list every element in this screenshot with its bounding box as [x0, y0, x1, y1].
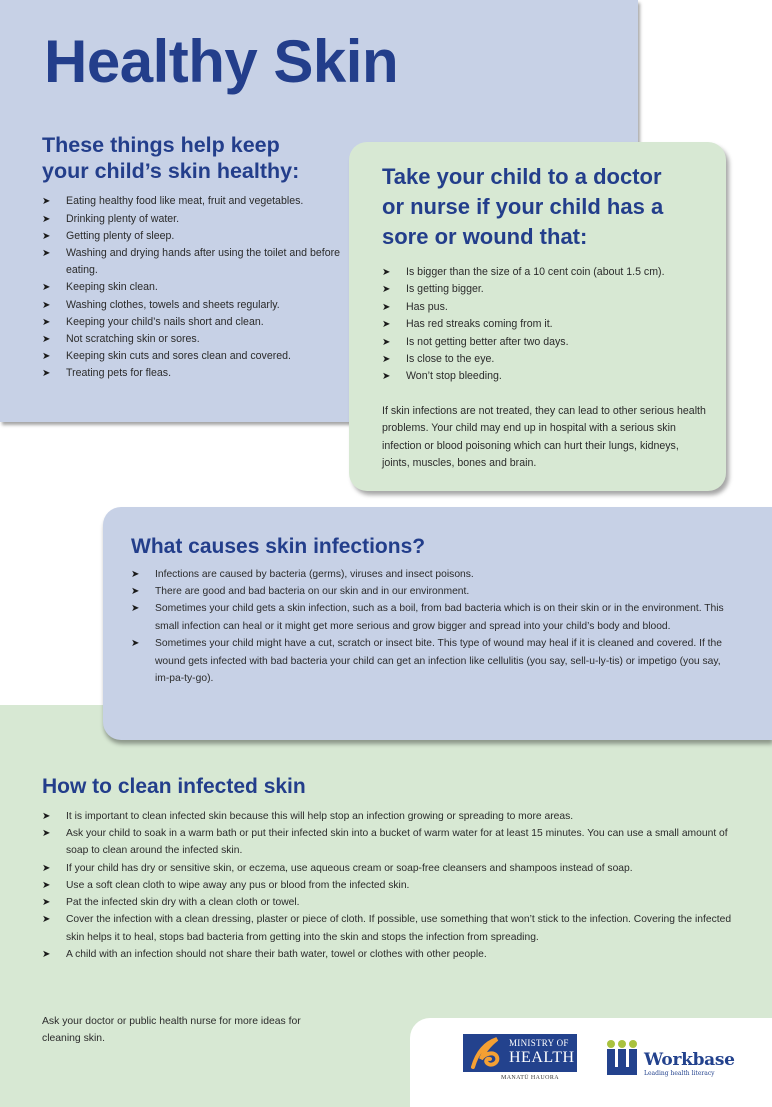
- arrowhead-bullet-icon: ➤: [42, 213, 51, 225]
- list-item: [42, 211, 342, 228]
- list-item-text: Eating healthy food like meat, fruit and vegetables.: [66, 195, 304, 208]
- arrowhead-bullet-icon: ➤: [42, 282, 51, 294]
- list-item-text: Not scratching skin or sores.: [66, 333, 200, 346]
- list-item-text: A child with an infection should not share their bath water, towel or clothes with other people.: [66, 948, 487, 960]
- list-item: [382, 368, 706, 385]
- heading-line: These things help keep: [42, 133, 280, 157]
- list-item: [131, 583, 732, 600]
- arrowhead-bullet-icon: ➤: [42, 810, 51, 822]
- list-item: [42, 279, 342, 296]
- list-item-text: Keeping your child’s nails short and clean.: [66, 315, 264, 328]
- list-item-text: Sometimes your child might have a cut, scratch or insect bite. This type of wound may heal if it is cleaned and covered. If the wound gets infected with bad bacteria your child can get an infection like cellulitis (you say, sell-u-ly-tis) or impetigo (you say, im-pa-ty-go).: [155, 638, 722, 685]
- heading-line: sore or wound that:: [382, 224, 588, 249]
- arrowhead-bullet-icon: ➤: [131, 586, 140, 598]
- causes-list: [131, 566, 732, 688]
- list-item-text: Keeping skin cuts and sores clean and covered.: [66, 350, 291, 363]
- arrowhead-bullet-icon: ➤: [42, 230, 51, 242]
- list-item: [42, 314, 342, 331]
- arrowhead-bullet-icon: ➤: [382, 284, 391, 296]
- list-item-text: Drinking plenty of water.: [66, 212, 180, 225]
- list-item-text: Is close to the eye.: [406, 353, 495, 366]
- arrowhead-bullet-icon: ➤: [382, 336, 391, 348]
- list-item: [42, 877, 742, 894]
- list-item: [42, 228, 342, 245]
- arrowhead-bullet-icon: ➤: [382, 319, 391, 331]
- list-item: [42, 911, 742, 946]
- list-item: [382, 316, 706, 333]
- list-item-text: Washing clothes, towels and sheets regularly.: [66, 298, 280, 311]
- list-item: [382, 264, 706, 281]
- list-item-text: Pat the infected skin dry with a clean cloth or towel.: [66, 897, 300, 909]
- list-item-text: Keeping skin clean.: [66, 281, 158, 294]
- list-item: [382, 281, 706, 298]
- arrowhead-bullet-icon: ➤: [42, 196, 51, 208]
- arrowhead-bullet-icon: ➤: [42, 879, 51, 891]
- arrowhead-bullet-icon: ➤: [42, 862, 51, 874]
- arrowhead-bullet-icon: ➤: [382, 354, 391, 366]
- arrowhead-bullet-icon: ➤: [42, 334, 51, 346]
- list-item-text: Washing and drying hands after using the toilet and before eating.: [66, 247, 341, 277]
- arrowhead-bullet-icon: ➤: [42, 368, 51, 380]
- list-item: [42, 825, 742, 860]
- ministry-of-health-logo: [463, 1034, 577, 1081]
- clean-heading: How to clean infected skin: [42, 775, 306, 798]
- list-item: [42, 365, 342, 382]
- list-item: [131, 600, 732, 635]
- list-item-text: Is getting bigger.: [406, 283, 484, 296]
- arrowhead-bullet-icon: ➤: [42, 299, 51, 311]
- list-item: [42, 894, 742, 911]
- arrowhead-bullet-icon: ➤: [42, 914, 51, 926]
- list-item: [382, 334, 706, 351]
- list-item: [42, 860, 742, 877]
- list-item-text: Treating pets for fleas.: [66, 367, 172, 380]
- footer-note: Ask your doctor or public health nurse for more ideas for cleaning skin.: [42, 1016, 301, 1044]
- moh-logo-box: [463, 1034, 577, 1072]
- list-item: [42, 348, 342, 365]
- list-item-text: Ask your child to soak in a warm bath or put their infected skin into a bucket of warm water for at least 15 minutes. You can use a small amount of soap to clean around the infected skin.: [66, 827, 728, 857]
- list-item-text: Won’t stop bleeding.: [406, 370, 502, 383]
- list-item: [42, 808, 742, 825]
- list-item-text: Use a soft clean cloth to wipe away any pus or blood from the infected skin.: [66, 879, 410, 891]
- list-item: [131, 566, 732, 583]
- moh-subtitle: MANATŪ HAUORA: [500, 1075, 560, 1081]
- arrowhead-bullet-icon: ➤: [42, 248, 51, 260]
- list-item: [382, 299, 706, 316]
- clean-list: [42, 808, 742, 964]
- moh-line1: MINISTRY OF: [509, 1038, 569, 1048]
- arrowhead-bullet-icon: ➤: [131, 638, 140, 650]
- heading-line: or nurse if your child has a: [382, 194, 664, 219]
- list-item-text: Getting plenty of sleep.: [66, 229, 175, 242]
- list-item-text: Cover the infection with a clean dressing, plaster or piece of cloth. If possible, use something that won’t stick to the infection. Covering the infected skin helps it to heal, stops bad bacteria from getting into the skin and stops the infection from spreading.: [66, 914, 732, 943]
- list-item-text: Sometimes your child gets a skin infection, such as a boil, from bad bacteria which is on their skin or in the environment. This small infection can heal or it might get more serious and grow bigger and spread into your child’s body and blood.: [155, 603, 724, 632]
- see-doctor-panel: [349, 142, 726, 491]
- see-doctor-paragraph: If skin infections are not treated, they can lead to other serious health problems. Your child may end up in hospital with a serious skin infection or blood poisoning which can hurt their lungs, kidneys, joints, muscles, bones and brain.: [382, 404, 706, 470]
- list-item: [382, 351, 706, 368]
- clean-section: [42, 774, 742, 963]
- list-item: [42, 331, 342, 348]
- keep-healthy-heading: [42, 132, 342, 184]
- list-item: [131, 635, 732, 687]
- keep-healthy-section: [42, 132, 342, 383]
- see-doctor-list: [382, 264, 706, 386]
- list-item: [42, 193, 342, 210]
- arrowhead-bullet-icon: ➤: [131, 603, 140, 615]
- arrowhead-bullet-icon: ➤: [382, 267, 391, 278]
- list-item-text: Has pus.: [406, 300, 448, 313]
- keep-healthy-list: [42, 193, 342, 382]
- workbase-name: Workbase: [644, 1050, 735, 1070]
- arrowhead-bullet-icon: ➤: [42, 897, 51, 909]
- causes-panel: [103, 507, 772, 740]
- arrowhead-bullet-icon: ➤: [42, 827, 51, 839]
- list-item-text: Infections are caused by bacteria (germs), viruses and insect poisons.: [155, 568, 474, 580]
- list-item: [42, 245, 342, 279]
- arrowhead-bullet-icon: ➤: [42, 948, 51, 960]
- arrowhead-bullet-icon: ➤: [382, 371, 391, 383]
- list-item: [42, 297, 342, 314]
- list-item-text: There are good and bad bacteria on our skin and in our environment.: [155, 586, 470, 598]
- list-item: [42, 946, 742, 963]
- workbase-mark-icon: [606, 1049, 640, 1075]
- list-item-text: If your child has dry or sensitive skin, or eczema, use aqueous cream or soap-free cleansers and shampoos instead of soap.: [66, 862, 633, 874]
- see-doctor-heading: [382, 162, 706, 252]
- logo-area: [410, 1018, 772, 1107]
- heading-line: Take your child to a doctor: [382, 164, 662, 189]
- page-title: Healthy Skin: [44, 28, 399, 95]
- list-item-text: Is bigger than the size of a 10 cent coin (about 1.5 cm).: [406, 266, 665, 278]
- list-item-text: Has red streaks coming from it.: [406, 318, 553, 331]
- heading-line: your child’s skin healthy:: [42, 159, 300, 184]
- workbase-logo: [606, 1040, 756, 1080]
- arrowhead-bullet-icon: ➤: [131, 568, 140, 580]
- arrowhead-bullet-icon: ➤: [382, 301, 391, 313]
- moh-line2: HEALTH: [509, 1049, 575, 1066]
- list-item-text: Is not getting better after two days.: [406, 335, 569, 348]
- workbase-tagline: Leading health literacy: [644, 1070, 715, 1077]
- koru-swirl-icon: [467, 1037, 503, 1069]
- arrowhead-bullet-icon: ➤: [42, 316, 51, 328]
- arrowhead-bullet-icon: ➤: [42, 351, 51, 363]
- list-item-text: It is important to clean infected skin because this will help stop an infection growing or spreading to more areas.: [66, 810, 574, 822]
- causes-heading: What causes skin infections?: [131, 535, 426, 558]
